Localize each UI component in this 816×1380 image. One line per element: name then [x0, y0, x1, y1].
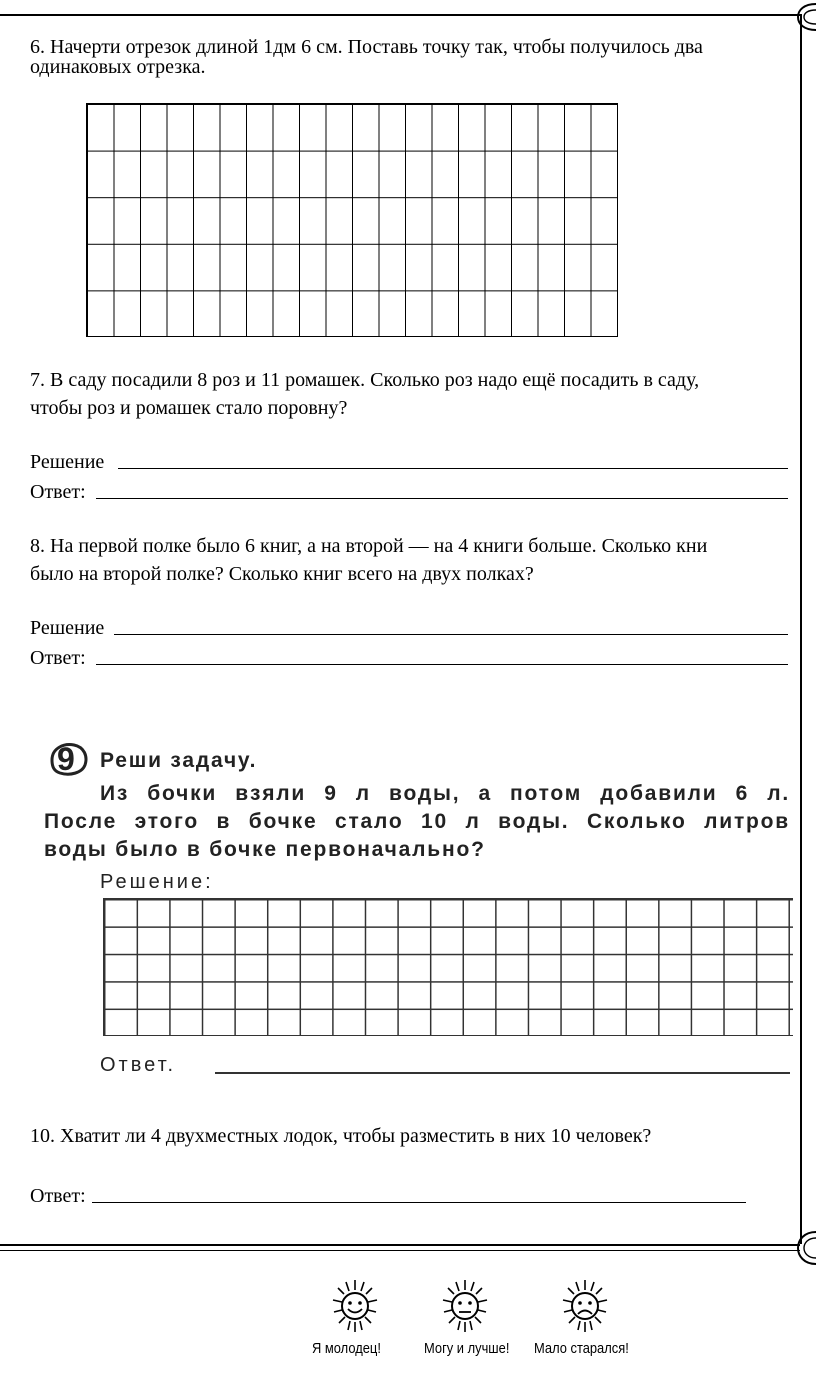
task8-answer-line[interactable] [96, 664, 788, 665]
neutral-sun-icon [440, 1278, 490, 1334]
assessment-label-neutral: Могу и лучше! [424, 1340, 510, 1357]
task9-badge: 9 [44, 740, 90, 778]
task9-text-line2: После этого в бочке стало 10 л воды. Сколько литров [44, 810, 790, 833]
frame-bottom-line [0, 1244, 800, 1246]
frame-right-line [800, 14, 802, 1244]
task6-grid [86, 103, 618, 337]
task7-solution-line[interactable] [118, 468, 788, 469]
task9-solution-label: Решение: [100, 871, 214, 893]
task7-question: 7. В саду посадили 8 роз и 11 ромашек. Сколько роз надо ещё посадить в саду, чтобы роз и ромашек стало поровну? [30, 369, 700, 419]
task7-answer-label: Ответ: [30, 481, 86, 503]
task9-grid [103, 898, 793, 1036]
task7-solution-label: Решение [30, 451, 105, 473]
task8-solution-line[interactable] [114, 634, 788, 635]
assessment-label-happy: Я молодец! [312, 1340, 381, 1357]
task7-answer-line[interactable] [96, 498, 788, 499]
task9-text-line1: Из бочки взяли 9 л воды, а потом добавили 6 л. [100, 782, 790, 805]
task10-question: 10. Хватит ли 4 двухместных лодок, чтобы разместить в них 10 человек? [30, 1125, 652, 1147]
task9-answer-label: Ответ. [100, 1054, 177, 1076]
assessment-option-neutral[interactable] [422, 1278, 532, 1368]
task10-answer-label: Ответ: [30, 1185, 86, 1207]
assessment-label-sad: Мало старался! [534, 1340, 629, 1357]
task9-text-line3: воды было в бочке первоначально? [44, 838, 486, 861]
task9-answer-line[interactable] [215, 1072, 790, 1074]
task8-solution-label: Решение [30, 617, 105, 639]
task6-cut-line: 6. Начерти отрезок длиной 1дм 6 см. Поставь точку так, чтобы получилось два [30, 36, 703, 58]
task8-question: 8. На первой полке было 6 книг, а на второй — на 4 книги больше. Сколько кни было на второй полке? Сколько книг всего на двух полках? [30, 535, 708, 585]
task9-title: Реши задачу. [100, 749, 258, 772]
sad-sun-icon [560, 1278, 610, 1334]
assessment-option-happy[interactable] [300, 1278, 410, 1368]
task10-answer-line[interactable] [92, 1202, 746, 1203]
task6-text: одинаковых отрезка. [30, 56, 206, 78]
self-assessment [300, 1278, 660, 1368]
task8-answer-label: Ответ: [30, 647, 86, 669]
frame-bottom-line-inner [0, 1250, 800, 1251]
frame-corner-swirl-bottom-icon [790, 1228, 816, 1268]
happy-sun-icon [330, 1278, 380, 1334]
assessment-option-sad[interactable] [534, 1278, 660, 1368]
